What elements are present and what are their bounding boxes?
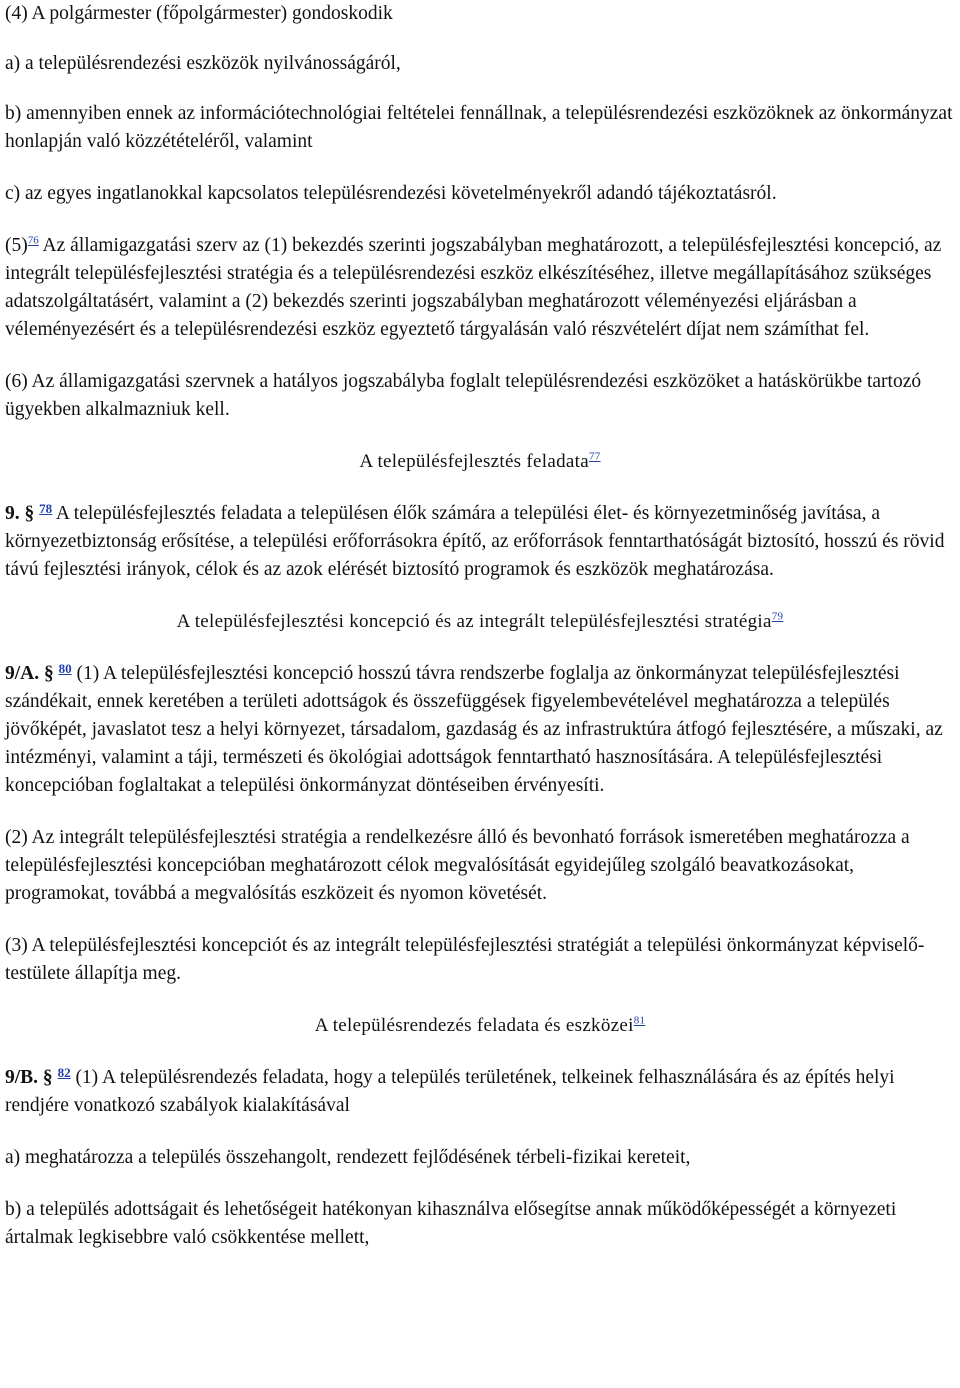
section-9a-paragraph-3: (3) A településfejlesztési koncepciót és az integrált településfejlesztési stratégiát a települési önkormányzat képviselő-testülete állapítja meg. bbox=[5, 935, 925, 984]
section-9 bbox=[5, 500, 955, 584]
footnote-link-79[interactable]: 79 bbox=[771, 610, 784, 623]
paragraph-4: (4) A polgármester (főpolgármester) gondoskodik bbox=[5, 3, 393, 24]
section-9a-text: (1) A településfejlesztési koncepció hosszú távra rendszerbe foglalja az önkormányzat településfejlesztési szándékait, ennek keretében a területi adottságok és összefüggések figyelembevételével meghatározza a település jövőképét, javaslatot tesz a helyi környezet, társadalom, gazdaság és az infrastruktúra átfogó fejlesztésére, a műszaki, az intézményi, valamint a táji, természeti és ökológiai adottságok fenntartható hasznosítására. A településfejlesztési koncepcióban foglaltakat a települési önkormányzat döntéseiben érvényesíti. bbox=[5, 663, 943, 796]
item-9b-a: a) meghatározza a település összehangolt, rendezett fejlődésének térbeli-fizikai kereteit, bbox=[5, 1147, 691, 1168]
item-4b: b) amennyiben ennek az információtechnológiai feltételei fennállnak, a településrendezési eszközöknek az önkormányzat honlapján való közzétételéről, valamint bbox=[5, 103, 953, 152]
document-page bbox=[5, 0, 955, 1276]
section-heading-rendezes bbox=[5, 1012, 955, 1040]
section-number: 9/A. § bbox=[5, 663, 54, 684]
section-9b-text: (1) A településrendezés feladata, hogy a település területének, telkeinek felhasználására és az építés helyi rendjére vonatkozó szabályok kialakításával bbox=[5, 1067, 895, 1116]
footnote-link-81[interactable]: 81 bbox=[633, 1014, 646, 1027]
section-heading-fejlesztes bbox=[5, 448, 955, 476]
paragraph-5 bbox=[5, 232, 955, 344]
footnote-link-76[interactable]: 76 bbox=[27, 234, 39, 247]
footnote-link-78[interactable]: 78 bbox=[39, 501, 53, 516]
paragraph-5-text: Az államigazgatási szerv az (1) bekezdés szerinti jogszabályban meghatározott, a településfejlesztési koncepció, az integrált településfejlesztési stratégia és a településrendezési eszköz elkészítéséhez, illetve megállapításához szükséges adatszolgáltatásért, valamint a (2) bekezdés szerinti jogszabályban meghatározott véleményezési eljárásban a véleményezésért és a településrendezési eszköz egyeztető tárgyalásán való részvételért díjat nem számíthat fel. bbox=[5, 235, 942, 340]
footnote-link-77[interactable]: 77 bbox=[588, 450, 601, 463]
section-9b bbox=[5, 1064, 955, 1120]
heading-text: A településrendezés feladata és eszközei bbox=[314, 1015, 634, 1036]
section-number: 9/B. § bbox=[5, 1067, 53, 1088]
footnote-link-82[interactable]: 82 bbox=[57, 1065, 71, 1080]
item-4c: c) az egyes ingatlanokkal kapcsolatos településrendezési követelményekről adandó tájékoztatásról. bbox=[5, 183, 777, 204]
section-9-text: A településfejlesztés feladata a településen élők számára a települési élet- és környezetminőség javítása, a környezetbiztonság erősítése, a települési erőforrásokra építő, az erőforrások fenntarthatóságát biztosító, hosszú és rövid távú fejlesztési irányok, célok és az azok elérését biztosító programok és eszközök meghatározása. bbox=[5, 503, 945, 580]
item-4a: a) a településrendezési eszközök nyilvánosságáról, bbox=[5, 53, 401, 74]
heading-text: A településfejlesztés feladata bbox=[359, 451, 589, 472]
paragraph-6: (6) Az államigazgatási szervnek a hatályos jogszabályba foglalt településrendezési eszközöket a hatáskörükbe tartozó ügyekben alkalmazniuk kell. bbox=[5, 371, 922, 420]
section-number: 9. § bbox=[5, 503, 35, 524]
paragraph-5-prefix: (5) bbox=[5, 235, 28, 256]
item-9b-b: b) a település adottságait és lehetőségeit hatékonyan kihasználva elősegítse annak működőképességét a környezeti ártalmak legkisebbre való csökkentése mellett, bbox=[5, 1199, 897, 1248]
heading-text: A településfejlesztési koncepció és az integrált településfejlesztési stratégia bbox=[176, 611, 772, 632]
footnote-link-80[interactable]: 80 bbox=[58, 661, 72, 676]
section-9a-paragraph-2: (2) Az integrált településfejlesztési stratégia a rendelkezésre álló és bevonható források ismeretében meghatározza a településfejlesztési koncepcióban meghatározott célok megvalósítását egyidejűleg szolgáló beavatkozásokat, programokat, továbbá a megvalósítás eszközeit és nyomon követését. bbox=[5, 827, 910, 904]
section-9a bbox=[5, 660, 955, 800]
section-heading-koncepcio bbox=[5, 608, 955, 636]
